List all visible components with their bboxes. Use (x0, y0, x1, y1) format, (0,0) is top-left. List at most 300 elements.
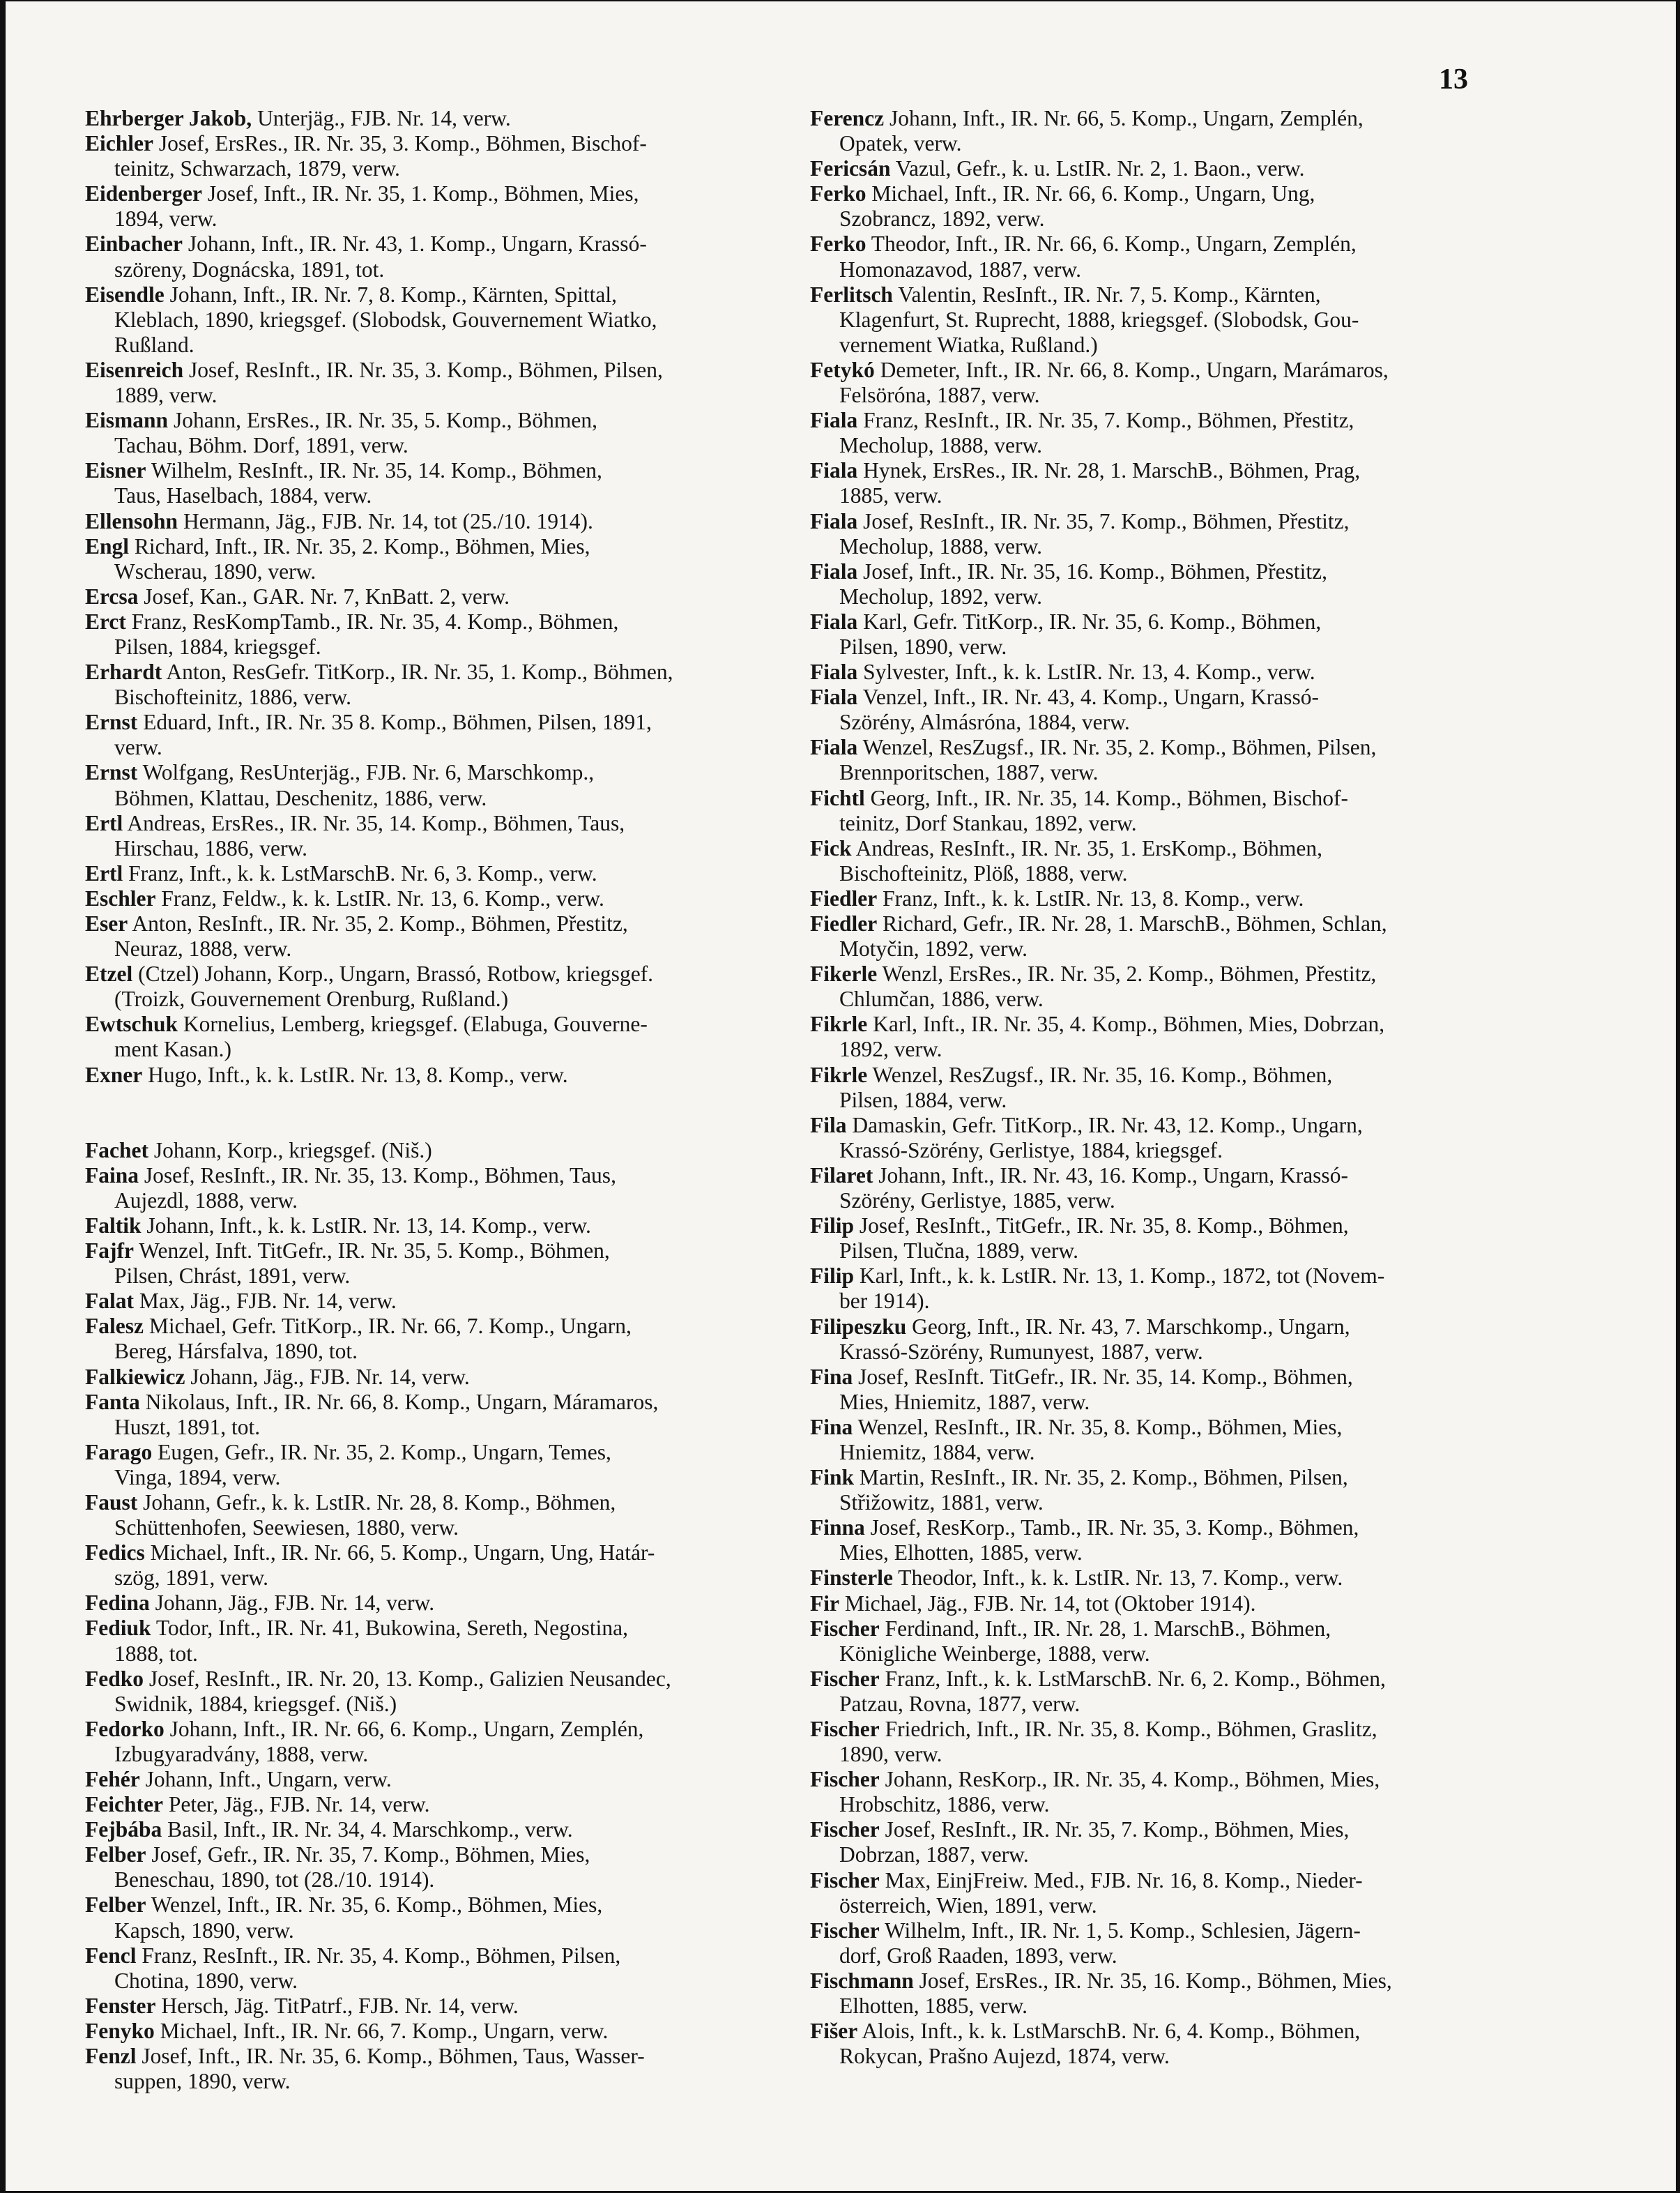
register-entry (810, 1968, 1500, 2019)
page-number: 13 (1439, 63, 1468, 96)
entry-details: Vazul, Gefr., k. u. LstIR. Nr. 2, 1. Baon., verw. (895, 156, 1305, 181)
entry-details: Franz, Inft., k. k. LstMarschB. Nr. 6, 2. Komp., Böhmen, (885, 1666, 1386, 1691)
register-entry (810, 156, 1500, 181)
entry-details: Karl, Gefr. TitKorp., IR. Nr. 35, 6. Komp., Böhmen, (863, 609, 1322, 634)
register-entry (85, 962, 775, 1012)
entry-continuation: Neuraz, 1888, verw. (114, 936, 292, 962)
entry-details: Josef, ResKorp., Tamb., IR. Nr. 35, 3. Komp., Böhmen, (870, 1515, 1359, 1540)
entry-details: Johann, Korp., kriegsgef. (Niš.) (153, 1137, 432, 1162)
register-entry (810, 962, 1500, 1012)
entry-details: Sylvester, Inft., k. k. LstIR. Nr. 13, 4. Komp., verw. (863, 660, 1315, 685)
entry-continuation: Schüttenhofen, Seewiesen, 1880, verw. (114, 1515, 459, 1540)
entry-surname: Fiala (810, 609, 858, 634)
entry-surname: Eschler (85, 886, 156, 911)
entry-details: Peter, Jäg., FJB. Nr. 14, verw. (168, 1792, 430, 1817)
entry-details: Damaskin, Gefr. TitKorp., IR. Nr. 43, 12. Komp., Ungarn, (852, 1112, 1363, 1137)
register-entry (810, 1767, 1500, 1817)
entry-details: Josef, ResInft., IR. Nr. 35, 3. Komp., Böhmen, Pilsen, (189, 357, 663, 382)
entry-surname: Ehrberger Jakob, (85, 106, 252, 130)
register-entry (85, 1817, 775, 1842)
entry-surname: Fetykó (810, 357, 875, 382)
entry-surname: Fila (810, 1112, 847, 1137)
entry-surname: Fischer (810, 1717, 880, 1741)
entry-surname: Fachet (85, 1137, 148, 1162)
entry-continuation: Königliche Weinberge, 1888, verw. (839, 1641, 1150, 1666)
entry-surname: Fischer (810, 1918, 880, 1943)
entry-surname: Ertl (85, 810, 123, 835)
entry-surname: Fir (810, 1591, 839, 1616)
entry-continuation: Pilsen, 1884, kriegsgef. (114, 634, 321, 659)
entry-details: Demeter, Inft., IR. Nr. 66, 8. Komp., Ungarn, Marámaros, (880, 357, 1389, 382)
entry-details: Richard, Inft., IR. Nr. 35, 2. Komp., Böhmen, Mies, (134, 533, 590, 559)
entry-details: Wilhelm, Inft., IR. Nr. 1, 5. Komp., Schlesien, Jägern- (885, 1918, 1361, 1943)
register-entry (810, 1868, 1500, 1918)
entry-surname: Erhardt (85, 660, 162, 685)
register-entry (810, 2019, 1500, 2069)
register-entry (85, 710, 775, 760)
entry-continuation: Pilsen, 1890, verw. (839, 634, 1007, 659)
entry-continuation: Swidnik, 1884, kriegsgef. (Niš.) (114, 1691, 397, 1716)
register-entry (85, 1767, 775, 1792)
entry-details: Wenzel, ResZugsf., IR. Nr. 35, 2. Komp., Böhmen, Pilsen, (862, 735, 1377, 760)
register-entry (810, 1213, 1500, 1264)
entry-surname: Etzel (85, 962, 133, 987)
entry-details: Max, Jäg., FJB. Nr. 14, verw. (139, 1289, 397, 1314)
entry-continuation: Elhotten, 1885, verw. (839, 1994, 1028, 2019)
entry-continuation: Hniemitz, 1884, verw. (839, 1439, 1035, 1464)
register-entry (810, 660, 1500, 685)
entry-details: Nikolaus, Inft., IR. Nr. 66, 8. Komp., Ungarn, Máramaros, (145, 1389, 659, 1414)
entry-continuation: Motyčin, 1892, verw. (839, 936, 1028, 962)
register-entry (810, 1591, 1500, 1616)
register-entry (810, 1515, 1500, 1565)
entry-details: Hynek, ErsRes., IR. Nr. 28, 1. MarschB., Böhmen, Prag, (863, 458, 1361, 483)
entry-surname: Fiala (810, 508, 858, 533)
register-entry (85, 1892, 775, 1943)
register-entry (85, 1390, 775, 1440)
entry-surname: Fedics (85, 1540, 145, 1565)
entry-continuation: Rußland. (114, 332, 194, 357)
register-entry (85, 911, 775, 962)
entry-continuation: suppen, 1890, verw. (114, 2069, 291, 2094)
entry-continuation: Pilsen, 1884, verw. (839, 1087, 1007, 1112)
entry-surname: Farago (85, 1439, 153, 1464)
entry-surname: Engl (85, 533, 130, 559)
entry-continuation: Kleblach, 1890, kriegsgef. (Slobodsk, Gouvernement Wiatko, (114, 307, 657, 332)
register-entry (810, 1264, 1500, 1314)
entry-continuation: Hirschau, 1886, verw. (114, 835, 308, 860)
register-entry (85, 1238, 775, 1289)
register-entry (810, 911, 1500, 962)
entry-details: Franz, ResKompTamb., IR. Nr. 35, 4. Komp., Böhmen, (131, 609, 619, 634)
entry-surname: Fedorko (85, 1716, 165, 1741)
entry-surname: Fikerle (810, 962, 878, 987)
register-entry (810, 1113, 1500, 1163)
entry-surname: Fikrle (810, 1012, 868, 1037)
register-entry (85, 1012, 775, 1062)
entry-surname: Eidenberger (85, 181, 202, 206)
register-entry (810, 836, 1500, 886)
entry-continuation: Bereg, Hársfalva, 1890, tot. (114, 1339, 358, 1364)
entry-surname: Fichtl (810, 785, 865, 810)
book-page (6, 1, 1676, 2191)
entry-details: Wenzel, ResZugsf., IR. Nr. 35, 16. Komp., Böhmen, (872, 1062, 1333, 1087)
entry-surname: Fiedler (810, 886, 878, 911)
entry-details: Johann, Jäg., FJB. Nr. 14, verw. (155, 1591, 435, 1616)
register-entry (810, 282, 1500, 358)
entry-continuation: szög, 1891, verw. (114, 1565, 269, 1591)
entry-surname: Eisendle (85, 282, 165, 307)
entry-surname: Eser (85, 911, 128, 936)
register-entry (85, 1063, 775, 1088)
entry-details: Michael, Jäg., FJB. Nr. 14, tot (Oktober 1914). (844, 1591, 1256, 1616)
entry-surname: Ertl (85, 860, 123, 886)
entry-surname: Ferko (810, 181, 866, 206)
entry-surname: Fajfr (85, 1238, 134, 1264)
entry-surname: Faust (85, 1489, 138, 1515)
entry-details: Hugo, Inft., k. k. LstIR. Nr. 13, 8. Komp., verw. (148, 1062, 568, 1087)
entry-continuation: 1890, verw. (839, 1742, 942, 1767)
entry-surname: Fischer (810, 1666, 880, 1691)
entry-surname: Fejbába (85, 1817, 162, 1842)
register-entry (85, 1365, 775, 1390)
entry-details: Johann, Inft., IR. Nr. 66, 6. Komp., Ungarn, Zemplén, (169, 1716, 644, 1741)
entry-surname: Felber (85, 1842, 146, 1867)
entry-details: Wilhelm, ResInft., IR. Nr. 35, 14. Komp., Böhmen, (151, 458, 602, 483)
entry-continuation: Kapsch, 1890, verw. (114, 1918, 294, 1943)
entry-details: Johann, Inft., k. k. LstIR. Nr. 13, 14. Komp., verw. (146, 1213, 591, 1238)
register-entry (85, 1440, 775, 1490)
entry-details: Georg, Inft., IR. Nr. 35, 14. Komp., Böhmen, Bischof- (870, 785, 1348, 810)
entry-surname: Felber (85, 1892, 146, 1918)
entry-surname: Fiala (810, 660, 858, 685)
entry-details: Josef, Inft., IR. Nr. 35, 16. Komp., Böhmen, Přestitz, (863, 559, 1327, 584)
entry-surname: Fina (810, 1414, 853, 1439)
entry-details: Josef, Kan., GAR. Nr. 7, KnBatt. 2, verw. (144, 584, 510, 609)
entry-details: Johann, Inft., IR. Nr. 43, 1. Komp., Ungarn, Krassó- (188, 232, 647, 257)
entry-details: Friedrich, Inft., IR. Nr. 35, 8. Komp., Böhmen, Graslitz, (885, 1717, 1377, 1741)
entry-details: Eugen, Gefr., IR. Nr. 35, 2. Komp., Ungarn, Temes, (158, 1439, 611, 1464)
entry-details: Richard, Gefr., IR. Nr. 28, 1. MarschB., Böhmen, Schlan, (883, 911, 1387, 936)
register-entry (810, 358, 1500, 408)
entry-surname: Fenster (85, 1993, 156, 2018)
entry-surname: Fedina (85, 1591, 150, 1616)
entry-details: Wolfgang, ResUnterjäg., FJB. Nr. 6, Marschkomp., (142, 760, 595, 785)
entry-details: Karl, Inft., IR. Nr. 35, 4. Komp., Böhmen, Mies, Dobrzan, (873, 1012, 1385, 1037)
register-entry (85, 181, 775, 232)
entry-details: Unterjäg., FJB. Nr. 14, verw. (257, 106, 511, 130)
entry-continuation: Huszt, 1891, tot. (114, 1414, 261, 1439)
register-entry (85, 1667, 775, 1717)
entry-continuation: Klagenfurt, St. Ruprecht, 1888, kriegsgef. (Slobodsk, Gou- (839, 307, 1359, 332)
entry-continuation: szöreny, Dognácska, 1891, tot. (114, 257, 385, 282)
entry-details: Josef, ResInft., IR. Nr. 35, 13. Komp., Böhmen, Taus, (144, 1162, 616, 1187)
register-entry (85, 131, 775, 181)
register-entry (810, 1717, 1500, 1767)
entry-details: Josef, ResInft., TitGefr., IR. Nr. 35, 8. Komp., Böhmen, (859, 1213, 1349, 1238)
register-entry (810, 106, 1500, 156)
entry-surname: Fedko (85, 1666, 144, 1691)
entry-continuation: 1894, verw. (114, 206, 217, 232)
entry-continuation: Mies, Hniemitz, 1887, verw. (839, 1389, 1090, 1414)
entry-surname: Erct (85, 609, 126, 634)
register-entry (85, 1163, 775, 1213)
entry-continuation: Felsöróna, 1887, verw. (839, 383, 1040, 408)
entry-surname: Ellensohn (85, 508, 178, 533)
entry-surname: Fiala (810, 559, 858, 584)
register-entry (85, 282, 775, 358)
register-entry (810, 1817, 1500, 1867)
register-entry (85, 1289, 775, 1314)
register-entry (810, 1012, 1500, 1062)
entry-surname: Fišer (810, 2019, 858, 2044)
entry-details: Karl, Inft., k. k. LstIR. Nr. 13, 1. Komp., 1872, tot (Novem- (859, 1264, 1385, 1289)
register-entry (85, 2019, 775, 2044)
entry-details: Johann, Jäg., FJB. Nr. 14, verw. (190, 1364, 470, 1389)
entry-details: Franz, ResInft., IR. Nr. 35, 7. Komp., Böhmen, Přestitz, (863, 408, 1354, 433)
register-entry (85, 1591, 775, 1616)
entry-surname: Fediuk (85, 1616, 151, 1641)
entry-details: Johann, Inft., Ungarn, verw. (145, 1767, 392, 1791)
entry-surname: Ercsa (85, 584, 139, 609)
entry-surname: Fencl (85, 1943, 137, 1968)
entry-details: Michael, Inft., IR. Nr. 66, 7. Komp., Ungarn, verw. (160, 2018, 609, 2043)
entry-details: Josef, Inft., IR. Nr. 35, 6. Komp., Böhmen, Taus, Wasser- (142, 2044, 645, 2069)
entry-details: Johann, ErsRes., IR. Nr. 35, 5. Komp., Böhmen, (173, 408, 598, 433)
register-entry (85, 584, 775, 609)
entry-continuation: Chlumčan, 1886, verw. (839, 987, 1044, 1012)
entry-continuation: (Troizk, Gouvernement Orenburg, Rußland.) (114, 987, 509, 1012)
entry-continuation: Patzau, Rovna, 1877, verw. (839, 1691, 1080, 1716)
entry-continuation: vernement Wiatka, Rußland.) (839, 332, 1098, 357)
entry-surname: Ernst (85, 710, 138, 735)
entry-continuation: Vinga, 1894, verw. (114, 1464, 281, 1489)
entry-details: Hermann, Jäg., FJB. Nr. 14, tot (25./10. 1914). (183, 508, 593, 533)
entry-continuation: Rokycan, Prašno Aujezd, 1874, verw. (839, 2044, 1170, 2069)
register-entry (810, 1314, 1500, 1365)
register-entry (85, 1792, 775, 1817)
entry-details: Eduard, Inft., IR. Nr. 35 8. Komp., Böhmen, Pilsen, 1891, (143, 710, 652, 735)
entry-surname: Fischmann (810, 1968, 914, 1993)
entry-details: Valentin, ResInft., IR. Nr. 7, 5. Komp., Kärnten, (898, 282, 1321, 307)
entry-continuation: Pilsen, Chrást, 1891, verw. (114, 1264, 351, 1289)
entry-continuation: Krassó-Szörény, Gerlistye, 1884, kriegsgef. (839, 1137, 1223, 1162)
entry-surname: Fenzl (85, 2044, 137, 2069)
entry-continuation: Chotina, 1890, verw. (114, 1968, 298, 1993)
entry-details: Andreas, ErsRes., IR. Nr. 35, 14. Komp., Böhmen, Taus, (127, 810, 625, 835)
entry-details: Anton, ResGefr. TitKorp., IR. Nr. 35, 1. Komp., Böhmen, (166, 660, 673, 685)
entry-details: Basil, Inft., IR. Nr. 34, 4. Marschkomp., verw. (167, 1817, 573, 1842)
right-column (810, 106, 1500, 2069)
entry-surname: Feichter (85, 1792, 163, 1817)
entry-details: Johann, Gefr., k. k. LstIR. Nr. 28, 8. Komp., Böhmen, (143, 1489, 616, 1515)
register-entry (810, 458, 1500, 508)
register-entry (810, 1667, 1500, 1717)
entry-continuation: teinitz, Dorf Stankau, 1892, verw. (839, 810, 1137, 835)
entry-continuation: österreich, Wien, 1891, verw. (839, 1892, 1097, 1918)
entry-details: Ferdinand, Inft., IR. Nr. 28, 1. MarschB., Böhmen, (885, 1616, 1331, 1641)
entry-continuation: Tachau, Böhm. Dorf, 1891, verw. (114, 433, 408, 458)
entry-surname: Fina (810, 1364, 853, 1389)
entry-surname: Fericsán (810, 156, 891, 181)
register-entry (85, 1213, 775, 1238)
entry-surname: Fiala (810, 408, 858, 433)
entry-details: Theodor, Inft., IR. Nr. 66, 6. Komp., Ungarn, Zemplén, (871, 232, 1357, 257)
entry-surname: Falkiewicz (85, 1364, 185, 1389)
register-entry (810, 1365, 1500, 1415)
entry-details: Franz, ResInft., IR. Nr. 35, 4. Komp., Böhmen, Pilsen, (142, 1943, 621, 1968)
entry-continuation: Krassó-Szörény, Rumunyest, 1887, verw. (839, 1339, 1203, 1364)
entry-details: Josef, ResInft., IR. Nr. 35, 7. Komp., Böhmen, Mies, (885, 1817, 1350, 1842)
register-entry (810, 1565, 1500, 1591)
entry-surname: Eismann (85, 408, 169, 433)
entry-continuation: Wscherau, 1890, verw. (114, 559, 316, 584)
entry-continuation: 1889, verw. (114, 383, 217, 408)
entry-surname: Filip (810, 1264, 855, 1289)
entry-details: Michael, Inft., IR. Nr. 66, 5. Komp., Ungarn, Ung, Határ- (150, 1540, 655, 1565)
entry-surname: Ferencz (810, 106, 885, 130)
entry-continuation: ment Kasan.) (114, 1037, 231, 1062)
register-entry (85, 1490, 775, 1540)
register-entry (85, 1616, 775, 1666)
register-entry (85, 760, 775, 810)
entry-continuation: Homonazavod, 1887, verw. (839, 257, 1081, 282)
entry-continuation: Pilsen, Tlučna, 1889, verw. (839, 1238, 1078, 1264)
entry-surname: Ewtschuk (85, 1012, 178, 1037)
entry-continuation: ber 1914). (839, 1289, 930, 1314)
entry-continuation: Střižowitz, 1881, verw. (839, 1490, 1044, 1515)
entry-details: Anton, ResInft., IR. Nr. 35, 2. Komp., Böhmen, Přestitz, (132, 911, 628, 936)
entry-details: Theodor, Inft., k. k. LstIR. Nr. 13, 7. Komp., verw. (898, 1565, 1343, 1591)
register-entry (810, 786, 1500, 836)
entry-details: Max, EinjFreiw. Med., FJB. Nr. 16, 8. Komp., Nieder- (885, 1867, 1363, 1892)
entry-surname: Exner (85, 1062, 143, 1087)
register-entry (85, 1717, 775, 1767)
entry-continuation: Szörény, Gerlistye, 1885, verw. (839, 1188, 1115, 1213)
entry-surname: Ferko (810, 232, 866, 257)
entry-continuation: verw. (114, 735, 162, 760)
entry-surname: Fischer (810, 1616, 880, 1641)
register-entry (85, 1943, 775, 1994)
entry-surname: Filaret (810, 1162, 873, 1187)
entry-surname: Ernst (85, 760, 138, 785)
entry-surname: Fiala (810, 685, 858, 710)
entry-surname: Eichler (85, 131, 153, 156)
entry-surname: Eisner (85, 458, 146, 483)
entry-details: Alois, Inft., k. k. LstMarschB. Nr. 6, 4. Komp., Böhmen, (862, 2019, 1361, 2044)
entry-details: (Ctzel) Johann, Korp., Ungarn, Brassó, Rotbow, kriegsgef. (138, 962, 654, 987)
entry-surname: Filipeszku (810, 1314, 907, 1339)
section-gap (85, 1088, 775, 1138)
entry-surname: Fiala (810, 735, 858, 760)
entry-continuation: Dobrzan, 1887, verw. (839, 1842, 1029, 1867)
register-entry (85, 534, 775, 584)
entry-details: Josef, ErsRes., IR. Nr. 35, 16. Komp., Böhmen, Mies, (919, 1968, 1392, 1993)
register-entry (810, 735, 1500, 785)
entry-continuation: teinitz, Schwarzach, 1879, verw. (114, 156, 400, 181)
register-entry (85, 408, 775, 458)
entry-surname: Fink (810, 1465, 855, 1490)
register-entry (85, 2044, 775, 2094)
entry-details: Josef, ResInft. TitGefr., IR. Nr. 35, 14. Komp., Böhmen, (858, 1364, 1353, 1389)
register-entry (85, 1314, 775, 1364)
register-entry (85, 1138, 775, 1163)
entry-details: Franz, Feldw., k. k. LstIR. Nr. 13, 6. Komp., verw. (161, 886, 604, 911)
entry-details: Michael, Inft., IR. Nr. 66, 6. Komp., Ungarn, Ung, (871, 181, 1315, 206)
register-entry (85, 609, 775, 660)
register-entry (85, 358, 775, 408)
entry-surname: Fick (810, 835, 852, 860)
entry-details: Josef, ResInft., IR. Nr. 35, 7. Komp., Böhmen, Přestitz, (863, 508, 1350, 533)
entry-continuation: Beneschau, 1890, tot (28./10. 1914). (114, 1867, 435, 1892)
entry-continuation: Aujezdl, 1888, verw. (114, 1187, 298, 1213)
entry-details: Kornelius, Lemberg, kriegsgef. (Elabuga, Gouverne- (183, 1012, 648, 1037)
entry-details: Johann, Inft., IR. Nr. 43, 16. Komp., Ungarn, Krassó- (878, 1162, 1348, 1187)
entry-surname: Fikrle (810, 1062, 868, 1087)
entry-details: Venzel, Inft., IR. Nr. 43, 4. Komp., Ungarn, Krassó- (862, 685, 1319, 710)
entry-continuation: Opatek, verw. (839, 131, 962, 156)
register-entry (85, 1842, 775, 1892)
entry-details: Wenzel, Inft. TitGefr., IR. Nr. 35, 5. Komp., Böhmen, (139, 1238, 610, 1264)
entry-details: Michael, Gefr. TitKorp., IR. Nr. 66, 7. Komp., Ungarn, (148, 1314, 632, 1339)
register-entry (85, 1994, 775, 2019)
register-entry (810, 232, 1500, 282)
register-entry (810, 609, 1500, 660)
entry-continuation: Hrobschitz, 1886, verw. (839, 1792, 1050, 1817)
entry-surname: Einbacher (85, 232, 183, 257)
entry-details: Josef, ErsRes., IR. Nr. 35, 3. Komp., Böhmen, Bischof- (158, 131, 647, 156)
register-entry (810, 1163, 1500, 1213)
entry-surname: Falesz (85, 1314, 144, 1339)
entry-continuation: Bischofteinitz, Plöß, 1888, verw. (839, 860, 1128, 886)
entry-surname: Finna (810, 1515, 865, 1540)
register-entry (85, 1540, 775, 1591)
entry-surname: Fiedler (810, 911, 878, 936)
entry-continuation: Mecholup, 1888, verw. (839, 433, 1043, 458)
register-entry (85, 811, 775, 861)
entry-details: Wenzl, ErsRes., IR. Nr. 35, 2. Komp., Böhmen, Přestitz, (882, 962, 1377, 987)
entry-continuation: Szobrancz, 1892, verw. (839, 206, 1045, 232)
entry-details: Todor, Inft., IR. Nr. 41, Bukowina, Sereth, Negostina, (155, 1616, 629, 1641)
entry-details: Georg, Inft., IR. Nr. 43, 7. Marschkomp., Ungarn, (912, 1314, 1350, 1339)
entry-surname: Finsterle (810, 1565, 893, 1591)
entry-details: Johann, Inft., IR. Nr. 7, 8. Komp., Kärnten, Spittal, (169, 282, 617, 307)
entry-surname: Ferlitsch (810, 282, 893, 307)
register-entry (810, 559, 1500, 609)
register-entry (810, 1918, 1500, 1968)
entry-surname: Eisenreich (85, 357, 184, 382)
entry-continuation: Brennporitschen, 1887, verw. (839, 760, 1099, 785)
entry-surname: Fehér (85, 1767, 140, 1791)
register-entry (810, 181, 1500, 232)
register-entry (85, 886, 775, 911)
entry-surname: Fischer (810, 1817, 880, 1842)
entry-continuation: Izbugyaradvány, 1888, verw. (114, 1741, 369, 1766)
entry-surname: Fanta (85, 1389, 140, 1414)
entry-details: Josef, ResInft., IR. Nr. 20, 13. Komp., Galizien Neusandec, (148, 1666, 671, 1691)
entry-surname: Fischer (810, 1867, 880, 1892)
register-entry (810, 1616, 1500, 1667)
entry-surname: Faina (85, 1162, 139, 1187)
entry-surname: Faltik (85, 1213, 142, 1238)
entry-continuation: Taus, Haselbach, 1884, verw. (114, 483, 372, 508)
entry-surname: Fenyko (85, 2018, 155, 2043)
entry-details: Johann, Inft., IR. Nr. 66, 5. Komp., Ungarn, Zemplén, (889, 106, 1364, 130)
entry-surname: Fiala (810, 458, 858, 483)
entry-continuation: dorf, Groß Raaden, 1893, verw. (839, 1943, 1117, 1968)
register-entry (810, 1465, 1500, 1515)
entry-continuation: 1888, tot. (114, 1641, 198, 1666)
